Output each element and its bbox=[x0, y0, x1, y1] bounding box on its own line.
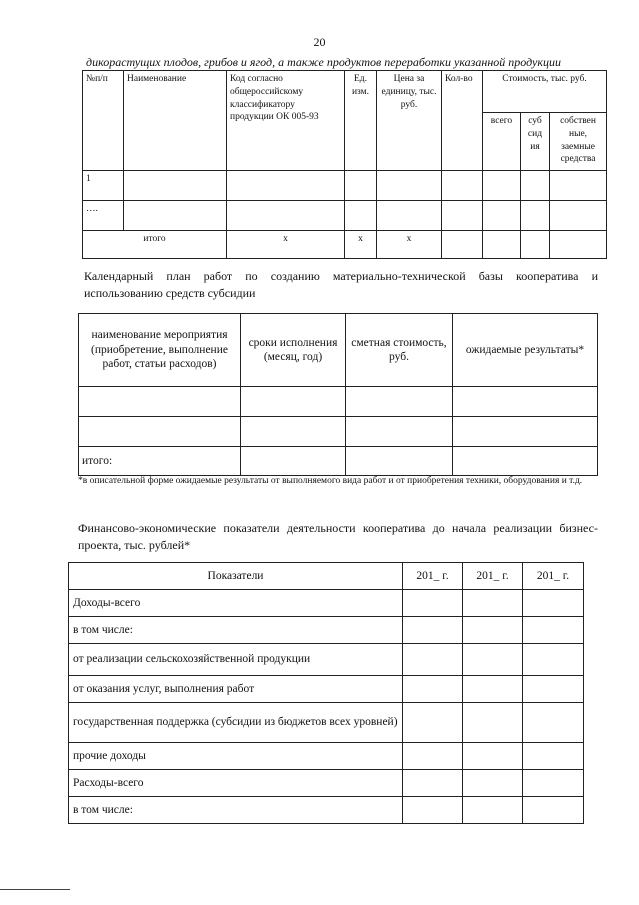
row-num: 1 bbox=[83, 171, 124, 201]
table-row bbox=[69, 676, 584, 703]
header-event: наименование мероприятия (приобретение, выполнение работ, статьи расходов) bbox=[79, 314, 241, 387]
table-row-total bbox=[79, 447, 598, 476]
header-own: собствен ные, заемные средства bbox=[550, 113, 607, 171]
products-table bbox=[82, 70, 607, 259]
table-row bbox=[69, 644, 584, 676]
total-label: итого bbox=[83, 231, 227, 259]
table-row bbox=[83, 201, 607, 231]
total-code: х bbox=[227, 231, 345, 259]
table-row bbox=[69, 797, 584, 824]
table-row bbox=[69, 770, 584, 797]
table-row bbox=[83, 171, 607, 201]
header-code: Код согласно общероссийскому классификатору продукции ОК 005-93 bbox=[227, 71, 345, 171]
total-unit: х bbox=[345, 231, 377, 259]
indicator-label: от оказания услуг, выполнения работ bbox=[69, 676, 403, 703]
header-unit: Ед. изм. bbox=[345, 71, 377, 171]
calendar-plan-table bbox=[78, 313, 598, 476]
header-subsidy: суб сид ия bbox=[521, 113, 550, 171]
table-row bbox=[69, 617, 584, 644]
total-price: х bbox=[377, 231, 442, 259]
indicator-label: прочие доходы bbox=[69, 743, 403, 770]
page-number: 20 bbox=[313, 35, 326, 49]
header-term: сроки исполнения (месяц, год) bbox=[241, 314, 346, 387]
indicator-label: в том числе: bbox=[69, 617, 403, 644]
total-label: итого: bbox=[79, 447, 241, 476]
header-qty: Кол-во bbox=[442, 71, 483, 171]
indicator-label: государственная поддержка (субсидии из бюджетов всех уровней) bbox=[69, 703, 403, 743]
header-total: всего bbox=[483, 113, 521, 171]
header-indicators: Показатели bbox=[69, 563, 403, 590]
header-year-3: 201_ г. bbox=[523, 563, 584, 590]
calendar-plan-title: Календарный план работ по созданию материально-технической базы кооператива и использованию средств субсидии bbox=[84, 269, 598, 301]
header-name: Наименование bbox=[124, 71, 227, 171]
row-num: …. bbox=[83, 201, 124, 231]
header-estimate: сметная стоимость, руб. bbox=[346, 314, 453, 387]
footnote: *в описательной форме ожидаемые результаты от выполняемого вида работ и от приобретения техники, оборудования и т.д. bbox=[78, 476, 583, 486]
indicator-label: Расходы-всего bbox=[69, 770, 403, 797]
header-year-1: 201_ г. bbox=[403, 563, 463, 590]
table-row bbox=[79, 417, 598, 447]
header-cost: Стоимость, тыс. руб. bbox=[483, 71, 607, 113]
header-num: №п/п bbox=[83, 71, 124, 171]
footnote-separator bbox=[0, 889, 70, 890]
financial-indicators-table bbox=[68, 562, 584, 824]
table-row-total bbox=[83, 231, 607, 259]
indicator-label: в том числе: bbox=[69, 797, 403, 824]
header-year-2: 201_ г. bbox=[463, 563, 523, 590]
table-row bbox=[79, 387, 598, 417]
indicator-label: Доходы-всего bbox=[69, 590, 403, 617]
header-price: Цена за единицу, тыс. руб. bbox=[377, 71, 442, 171]
table-row bbox=[69, 743, 584, 770]
table1-caption: дикорастущих плодов, грибов и ягод, а также продуктов переработки указанной продукции bbox=[86, 55, 561, 69]
table-row bbox=[69, 590, 584, 617]
table-row bbox=[69, 703, 584, 743]
header-results: ожидаемые результаты* bbox=[453, 314, 598, 387]
indicator-label: от реализации сельскохозяйственной продукции bbox=[69, 644, 403, 676]
financial-indicators-title: Финансово-экономические показатели деятельности кооператива до начала реализации бизнес-проекта, тыс. рублей* bbox=[78, 521, 598, 553]
